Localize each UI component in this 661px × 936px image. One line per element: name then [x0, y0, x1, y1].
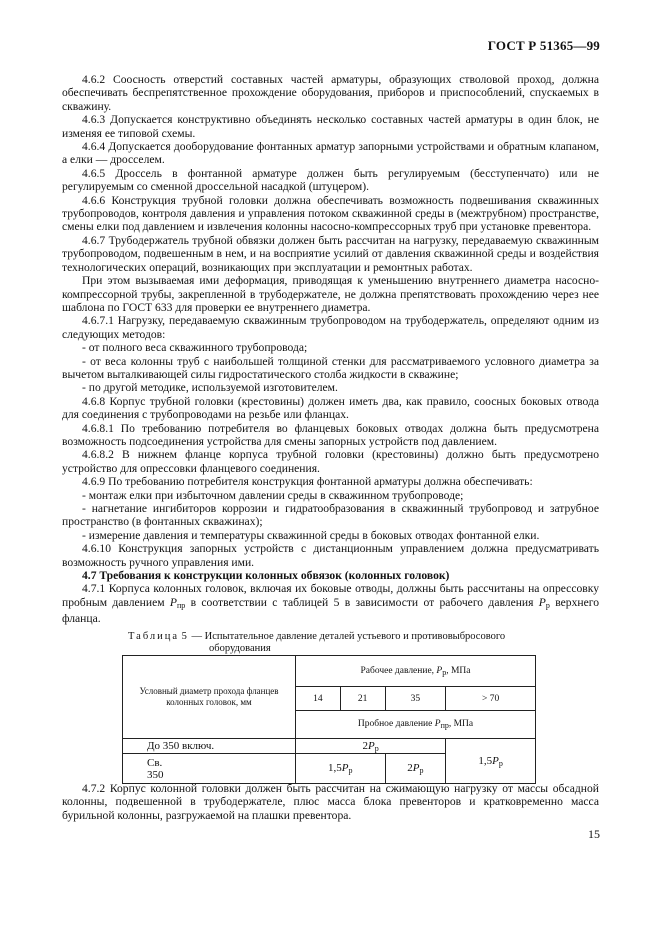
test-pressure-header: Пробное давление $P_{пр}$, МПа: [296, 711, 536, 739]
work-pressure-header: Рабочее давление, $P_р$, МПа: [296, 656, 536, 687]
para-4-6-8-2: 4.6.8.2 В нижнем фланце корпуса трубной головки (крестовины) должно быть предусмотрено устройство для опрессовки фланцевого соединения.: [62, 448, 599, 475]
pressure-35: 35: [385, 687, 446, 711]
para-4-6-8: 4.6.8 Корпус трубной головки (крестовины) должен иметь два, как правило, соосных боковых отвода для соединения с трубопроводами на резьбе или фланцах.: [62, 394, 599, 422]
cell-2pr-over: $2P_р$: [385, 754, 446, 784]
pressure-70: > 70: [446, 687, 536, 711]
list-item: - по другой методике, используемой изготовителем.: [82, 381, 338, 395]
para-4-7-2: [62, 782, 599, 822]
list-item: - измерение давления и температуры скважинной среды в боковых отводах фонтанной елки.: [82, 528, 540, 542]
section-title-4-7: 4.7 Требования к конструкции колонных обвязок (колонных головок): [82, 569, 450, 583]
para-4-6-3: 4.6.3 Допускается конструктивно объединять несколько составных частей арматуры в один блок, не изменяя ее типовой схемы.: [62, 113, 599, 140]
para-4-6-9: 4.6.9 По требованию потребителя конструкция фонтанной арматуры должна обеспечивать:: [82, 475, 533, 489]
list-item: - от веса колонны труб с наибольшей толщиной стенки для рассматриваемого условного диаметра за вычетом выталкивающей силы гидростатического столба жидкости в скважине;: [62, 354, 599, 381]
list-item: - нагнетание ингибиторов коррозии и гидратообразования в скважинный трубопровод и затрубное пространство (в фонтанных скважинах);: [62, 502, 599, 529]
pressure-21: 21: [340, 687, 385, 711]
para-deformation: При этом вызываемая ими деформация, приводящая к уменьшению внутреннего диаметра насосно-компрессорной трубы, закрепленной в трубодержателе, не должна препятствовать прохождению через нее шаблона по ГОСТ 633 для проверки ее внутреннего диаметра.: [62, 274, 599, 314]
row-label-up-to-350: До 350 включ.: [123, 739, 296, 754]
row-label-over-350: Св. 350: [123, 754, 296, 784]
list-item: - от полного веса скважинного трубопровода;: [82, 341, 308, 355]
para-4-6-5: 4.6.5 Дроссель в фонтанной арматуре должен быть регулируемым (бесступенчато) или не регулируемым со сменной дроссельной насадкой (штуцером).: [62, 166, 599, 194]
table-caption: Таблица 5 — Испытательное давление деталей устьевого и противовыбросового оборудования: [128, 631, 506, 654]
document-header: ГОСТ Р 51365—99: [487, 38, 600, 53]
para-4-6-2: 4.6.2 Соосность отверстий составных частей арматуры, образующих стволовой проход, должна обеспечивать беспрепятственное прохождение оборудования, приборов и приспособлений, спускаемых в скважину.: [62, 73, 599, 113]
cell-1-5pr: $1,5P_р$: [296, 754, 386, 784]
para-4-7-1: 4.7.1 Корпуса колонных головок, включая их боковые отводы, должны быть рассчитаны на опрессовку пробным давлением $P_{пр}$ в соответствии с таблицей 5 в зависимости от рабочего давления $P_р$ верхнего фланца.: [62, 582, 599, 626]
para-4-6-8-1: 4.6.8.1 По требованию потребителя во фланцевых боковых отводах должна быть предусмотрена возможность подсоединения устройства для смены запорных устройств под давлением.: [62, 421, 599, 448]
cell-2pr: $2P_р$: [296, 739, 446, 754]
para-4-6-10: 4.6.10 Конструкция запорных устройств с дистанционным управлением должна предусматривать возможность ручного управления ими.: [62, 542, 599, 569]
para-4-6-6: 4.6.6 Конструкция трубной головки должна обеспечивать возможность подвешивания скважинных трубопроводов, контроля давления и управления потоком скважинной среды в (межтрубном) пространстве, смены елки под давлением и извлечения колонны насосно-компрессорных труб при установке превентора.: [62, 193, 599, 234]
cell-1-5pr-merged: $1,5P_р$: [446, 739, 536, 784]
body-text: [62, 73, 599, 626]
pressure-14: 14: [296, 687, 341, 711]
para-4-7-2-text: 4.7.2 Корпус колонной головки должен быть рассчитан на сжимающую нагрузку от массы обсадной колонны, подвешенной в трубодержателе, плюс масса блока превенторов и кратковременно масса бурильной колонны, разгружаемой на плашки превентора.: [62, 782, 599, 822]
para-4-6-7: 4.6.7 Трубодержатель трубной обвязки должен быть рассчитан на нагрузку, передаваемую скважинным трубопроводом, подвешенным в нем, и на восприятие усилий от давления скважинной среды и воздействия технологических операций, возникающих при эксплуатации и ремонтных работах.: [62, 233, 599, 274]
pressure-table: [122, 655, 536, 784]
diameter-header: Условный диаметр прохода фланцев колонных головок, мм: [123, 656, 296, 739]
page-number: 15: [588, 827, 600, 841]
para-4-6-4: 4.6.4 Допускается дооборудование фонтанных арматур запорными устройствами и обратным клапаном, а елки — дросселем.: [62, 140, 599, 167]
para-4-6-7-1: 4.6.7.1 Нагрузку, передаваемую скважинным трубопроводом на трубодержатель, определяют одним из следующих методов:: [62, 314, 599, 341]
list-item: - монтаж елки при избыточном давлении среды в скважинном трубопроводе;: [82, 488, 464, 502]
